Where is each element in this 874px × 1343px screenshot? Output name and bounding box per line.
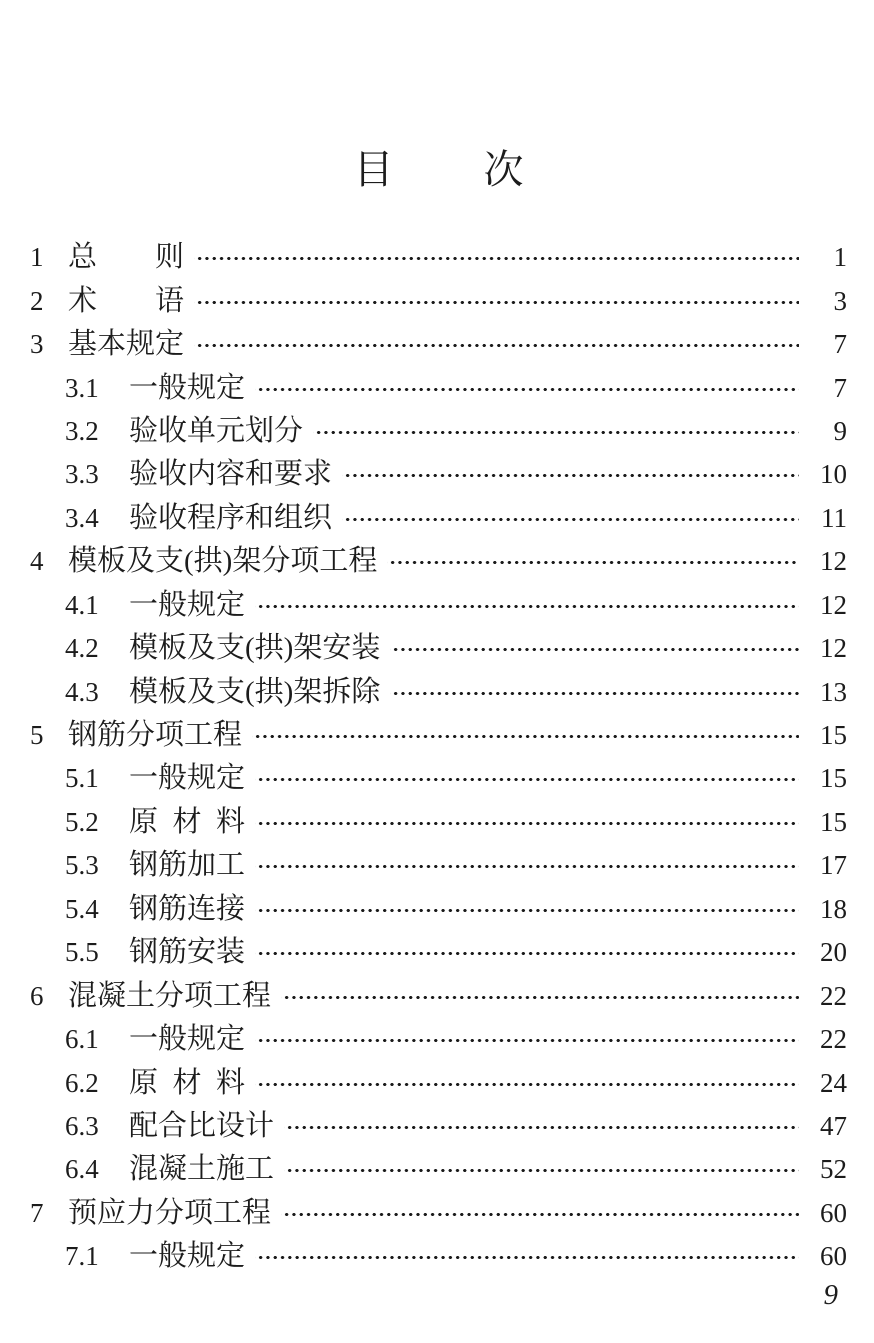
entry-title: 一般规定 [129, 588, 246, 621]
page-title: 目 次 [353, 147, 524, 192]
dot-leader [255, 584, 799, 627]
toc-entry [30, 366, 847, 409]
entry-title: 模板及支(拱)架安装 [129, 632, 381, 665]
entry-page: 3 [833, 285, 847, 316]
entry-page: 18 [820, 893, 847, 924]
entry-title: 模板及支(拱)架分项工程 [68, 545, 378, 578]
entry-title: 混凝土分项工程 [68, 979, 272, 1012]
entry-number: 5.5 [65, 937, 99, 968]
entry-number: 6 [30, 980, 44, 1011]
dot-leader [387, 540, 799, 583]
toc-entry [30, 323, 847, 366]
entry-page: 52 [820, 1154, 847, 1185]
entry-number: 7 [30, 1197, 44, 1228]
toc-entry [30, 974, 847, 1017]
entry-title: 验收内容和要求 [129, 458, 333, 491]
entry-page: 7 [833, 329, 847, 360]
entry-page: 9 [833, 415, 847, 446]
entry-title: 原 材 料 [129, 1066, 246, 1099]
entry-page: 47 [820, 1110, 847, 1141]
entry-page: 12 [820, 589, 847, 620]
entry-page: 17 [820, 850, 847, 881]
toc-entry [30, 1105, 847, 1148]
toc-entry [30, 888, 847, 931]
dot-leader [313, 410, 799, 453]
entry-page: 15 [820, 720, 847, 751]
dot-leader [255, 757, 799, 800]
toc-entry [30, 410, 847, 453]
toc-entry [30, 714, 847, 757]
entry-title: 总 则 [68, 241, 185, 274]
entry-title: 钢筋分项工程 [68, 719, 243, 752]
entry-title: 配合比设计 [129, 1109, 275, 1142]
entry-title: 一般规定 [129, 762, 246, 795]
dot-leader [255, 801, 799, 844]
toc-entry [30, 1235, 847, 1278]
dot-leader [284, 1105, 799, 1148]
entry-number: 4.3 [65, 676, 99, 707]
dot-leader [284, 1148, 799, 1191]
dot-leader [342, 497, 799, 540]
entry-number: 3.1 [65, 372, 99, 403]
entry-page: 12 [820, 633, 847, 664]
entry-number: 6.2 [65, 1067, 99, 1098]
entry-page: 60 [820, 1197, 847, 1228]
entry-number: 5.1 [65, 763, 99, 794]
entry-title: 术 语 [68, 284, 185, 317]
entry-title: 混凝土施工 [129, 1153, 275, 1186]
toc-entry [30, 1192, 847, 1235]
entry-title: 钢筋连接 [129, 892, 246, 925]
dot-leader [255, 367, 799, 410]
entry-number: 2 [30, 285, 44, 316]
entry-title: 一般规定 [129, 1023, 246, 1056]
entry-number: 3.4 [65, 502, 99, 533]
toc-entry [30, 1061, 847, 1104]
entry-page: 7 [833, 372, 847, 403]
entry-number: 1 [30, 242, 44, 273]
entry-page: 15 [820, 806, 847, 837]
toc-entry [30, 670, 847, 713]
entry-title: 钢筋安装 [129, 936, 246, 969]
dot-leader [194, 280, 799, 323]
entry-page: 12 [820, 546, 847, 577]
toc-entry [30, 1148, 847, 1191]
entry-title: 一般规定 [129, 371, 246, 404]
toc-entry [30, 236, 847, 279]
toc-entry [30, 1018, 847, 1061]
entry-number: 3.3 [65, 459, 99, 490]
entry-number: 4 [30, 546, 44, 577]
dot-leader [194, 236, 799, 279]
toc-list [30, 236, 847, 1279]
dot-leader [255, 931, 799, 974]
entry-title: 模板及支(拱)架拆除 [129, 675, 381, 708]
folio-page-number: 9 [823, 1279, 838, 1311]
entry-page: 20 [820, 937, 847, 968]
toc-entry [30, 540, 847, 583]
toc-entry [30, 844, 847, 887]
entry-number: 6.4 [65, 1154, 99, 1185]
entry-number: 3.2 [65, 415, 99, 446]
entry-page: 22 [820, 980, 847, 1011]
toc-entry [30, 497, 847, 540]
toc-entry [30, 931, 847, 974]
dot-leader [194, 323, 799, 366]
entry-number: 5.2 [65, 806, 99, 837]
entry-title: 一般规定 [129, 1240, 246, 1273]
entry-page: 24 [820, 1067, 847, 1098]
entry-number: 3 [30, 329, 44, 360]
dot-leader [390, 671, 799, 714]
dot-leader [255, 1018, 799, 1061]
entry-page: 11 [821, 502, 847, 533]
dot-leader [255, 1062, 799, 1105]
entry-title: 原 材 料 [129, 805, 246, 838]
dot-leader [281, 1192, 799, 1235]
entry-number: 5.3 [65, 850, 99, 881]
dot-leader [255, 1235, 799, 1278]
entry-title: 预应力分项工程 [68, 1196, 272, 1229]
entry-number: 5 [30, 720, 44, 751]
dot-leader [252, 714, 799, 757]
toc-entry [30, 453, 847, 496]
entry-number: 6.3 [65, 1110, 99, 1141]
entry-number: 7.1 [65, 1241, 99, 1272]
toc-entry [30, 801, 847, 844]
dot-leader [255, 844, 799, 887]
entry-page: 22 [820, 1024, 847, 1055]
entry-page: 60 [820, 1241, 847, 1272]
entry-number: 4.1 [65, 589, 99, 620]
dot-leader [342, 453, 799, 496]
toc-entry [30, 279, 847, 322]
entry-number: 6.1 [65, 1024, 99, 1055]
entry-page: 13 [820, 676, 847, 707]
entry-title: 基本规定 [68, 328, 185, 361]
entry-page: 15 [820, 763, 847, 794]
entry-page: 10 [820, 459, 847, 490]
toc-entry [30, 757, 847, 800]
entry-title: 验收程序和组织 [129, 501, 333, 534]
toc-entry [30, 584, 847, 627]
entry-title: 验收单元划分 [129, 414, 304, 447]
entry-title: 钢筋加工 [129, 849, 246, 882]
toc-entry [30, 627, 847, 670]
entry-page: 1 [833, 242, 847, 273]
entry-number: 4.2 [65, 633, 99, 664]
dot-leader [255, 888, 799, 931]
dot-leader [281, 975, 799, 1018]
entry-number: 5.4 [65, 893, 99, 924]
dot-leader [390, 627, 799, 670]
